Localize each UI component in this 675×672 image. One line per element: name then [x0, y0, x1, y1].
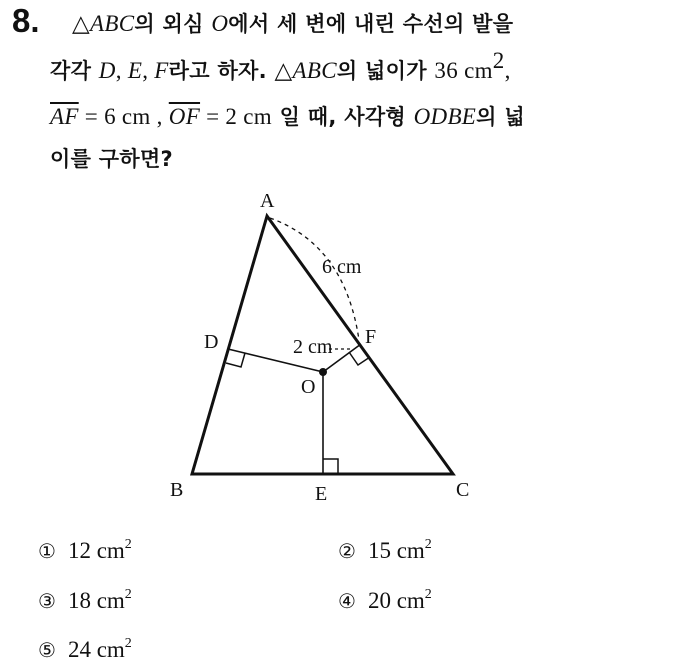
label-c: C [456, 479, 470, 501]
question-text: 의 외심 [134, 12, 212, 36]
math-comma: , [504, 58, 511, 83]
question-text: 일 때, 사각형 [271, 105, 414, 129]
label-a: A [260, 190, 275, 212]
question-line-1 [72, 8, 513, 38]
math-f: F [154, 58, 169, 83]
choice-value: 18 cm [67, 588, 125, 613]
math-of: $\overline{OF}$ [168, 104, 201, 129]
triangle-symbol: △ [274, 58, 293, 83]
choice-value: 12 cm [67, 538, 125, 563]
math-comma: , [115, 58, 128, 83]
math-odbe: ODBE [413, 104, 477, 129]
question-line-2 [50, 48, 511, 85]
point-o [319, 368, 327, 376]
choice-sup: 2 [424, 537, 432, 552]
question-text: 의 넓이가 [336, 59, 435, 83]
label-f: F [365, 326, 377, 348]
choice-3[interactable] [38, 588, 132, 614]
choice-mark: ③ [38, 589, 56, 613]
label-d: D [204, 331, 219, 353]
label-of-length: 2 cm [293, 336, 333, 358]
math-af-value: = 6 cm , [78, 104, 169, 129]
question-number: 8. [12, 2, 40, 39]
label-o: O [301, 376, 316, 398]
label-e: E [315, 483, 328, 505]
choice-1[interactable] [38, 538, 132, 564]
choice-sup: 2 [124, 636, 132, 651]
choice-4[interactable] [338, 588, 432, 614]
math-o: O [211, 11, 229, 36]
question-text: 이를 구하면? [50, 147, 174, 171]
label-b: B [170, 479, 184, 501]
math-e: E [127, 58, 143, 83]
math-d: D [98, 58, 116, 83]
question-text: 각각 [50, 59, 99, 83]
math-comma: , [142, 58, 155, 83]
choice-value: 20 cm [367, 588, 425, 613]
choice-mark: ④ [338, 589, 356, 613]
choice-value: 24 cm [67, 637, 125, 662]
choice-sup: 2 [424, 587, 432, 602]
math-of-value: = 2 cm [200, 104, 272, 129]
label-af-length: 6 cm [322, 256, 362, 278]
question-text: 의 넓 [476, 105, 525, 129]
question-line-3 [50, 101, 525, 131]
math-abc: ABC [292, 58, 337, 83]
choice-value: 15 cm [367, 538, 425, 563]
math-sup: 2 [492, 48, 505, 73]
choice-5[interactable] [38, 637, 132, 663]
triangle-symbol: △ [72, 11, 90, 36]
right-angle-mark-e [323, 459, 338, 474]
choice-mark: ① [38, 539, 56, 563]
choice-2[interactable] [338, 538, 432, 564]
choice-sup: 2 [124, 537, 132, 552]
math-af: $\overline{AF}$ [50, 104, 79, 129]
question-text: 라고 하자. [168, 59, 275, 83]
choice-mark: ⑤ [38, 638, 56, 662]
math-abc: ABC [90, 11, 135, 36]
choice-mark: ② [338, 539, 356, 563]
math-area: 36 cm [434, 58, 493, 83]
choice-sup: 2 [124, 587, 132, 602]
question-text: 에서 세 변에 내린 수선의 발을 [228, 12, 514, 36]
right-angle-mark-d [226, 353, 245, 367]
